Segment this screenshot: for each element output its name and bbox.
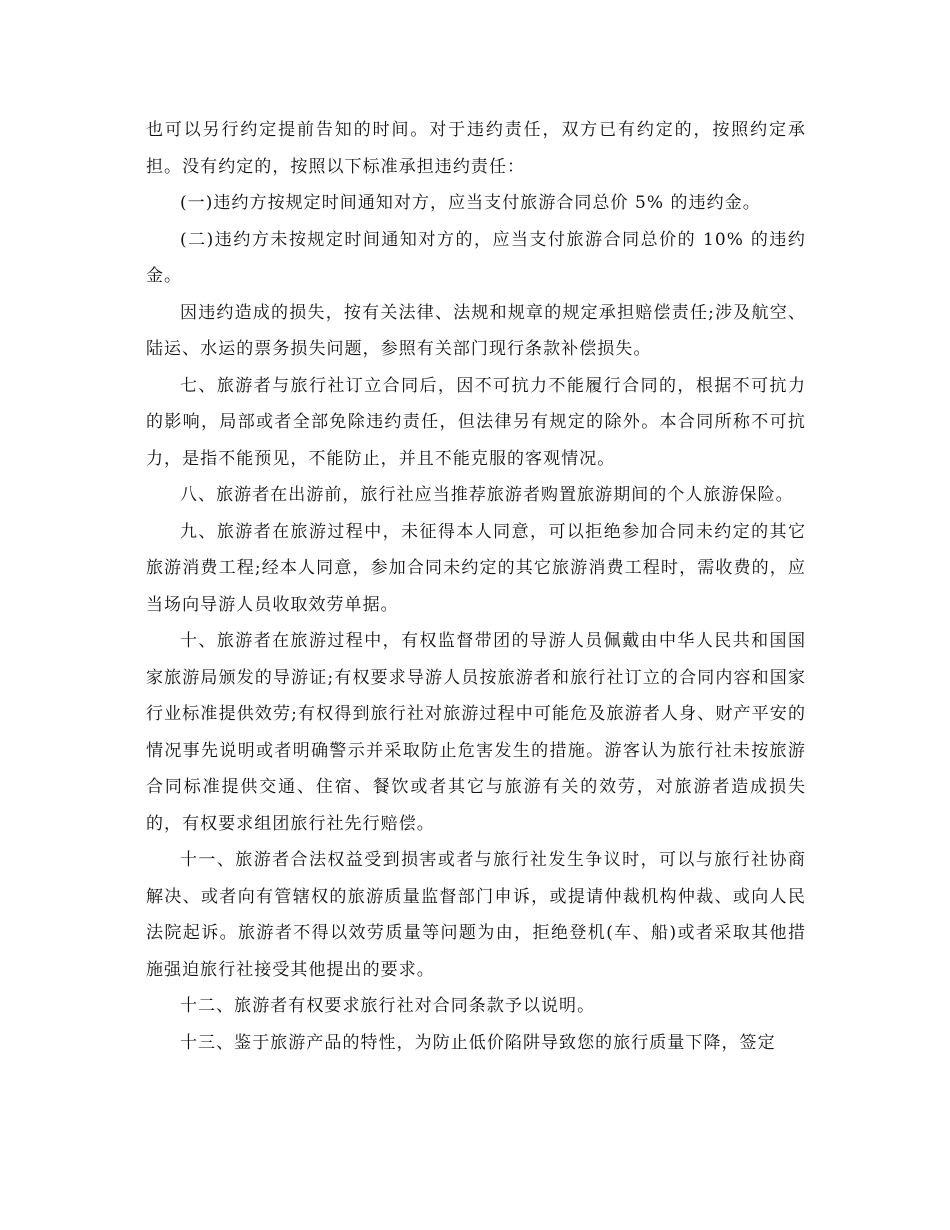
- paragraph-article-11: 十一、旅游者合法权益受到损害或者与旅行社发生争议时，可以与旅行社协商解决、或者向有管辖权的旅游质量监督部门申诉，或提请仲裁机构仲裁、或向人民法院起诉。旅游者不得以效劳质量等问题为由，拒绝登机(车、船)或者采取其他措施强迫旅行社接受其他提出的要求。: [146, 850, 806, 980]
- document-body: [146, 112, 806, 1061]
- paragraph-clause-2: (二)违约方未按规定时间通知对方的，应当支付旅游合同总价的 10% 的违约金。: [146, 229, 806, 286]
- paragraph-article-12: 十二、旅游者有权要求旅行社对合同条款予以说明。: [180, 996, 596, 1016]
- paragraph-article-10: 十、旅游者在旅游过程中，有权监督带团的导游人员佩戴由中华人民共和国国家旅游局颁发的导游证;有权要求导游人员按旅游者和旅行社订立的合同内容和国家行业标准提供效劳;有权得到旅行社对旅游过程中可能危及旅游者人身、财产平安的情况事先说明或者明确警示并采取防止危害发生的措施。游客认为旅行社未按旅游合同标准提供交通、住宿、餐饮或者其它与旅游有关的效劳，对旅游者造成损失的，有权要求组团旅行社先行赔偿。: [146, 631, 806, 834]
- paragraph-clause-1: (一)违约方按规定时间通知对方，应当支付旅游合同总价 5% 的违约金。: [180, 193, 761, 213]
- paragraph-article-13: 十三、鉴于旅游产品的特性，为防止低价陷阱导致您的旅行质量下降，签定: [180, 1032, 776, 1053]
- paragraph-article-7: 七、旅游者与旅行社订立合同后，因不可抗力不能履行合同的，根据不可抗力的影响，局部或者全部免除违约责任，但法律另有规定的除外。本合同所称不可抗力，是指不能预见，不能防止，并且不能克服的客观情况。: [146, 375, 806, 469]
- paragraph-liability-continued: 也可以另行约定提前告知的时间。对于违约责任，双方已有约定的，按照约定承担。没有约定的，按照以下标准承担违约责任：: [146, 120, 806, 177]
- paragraph-article-9: 九、旅游者在旅游过程中，未征得本人同意，可以拒绝参加合同未约定的其它旅游消费工程;经本人同意，参加合同未约定的其它旅游消费工程时，需收费的，应当场向导游人员收取效劳单据。: [146, 521, 806, 615]
- paragraph-article-8: 八、旅游者在出游前，旅行社应当推荐旅游者购置旅游期间的个人旅游保险。: [180, 485, 794, 505]
- paragraph-loss-compensation: 因违约造成的损失，按有关法律、法规和规章的规定承担赔偿责任;涉及航空、陆运、水运的票务损失问题，参照有关部门现行条款补偿损失。: [146, 302, 806, 359]
